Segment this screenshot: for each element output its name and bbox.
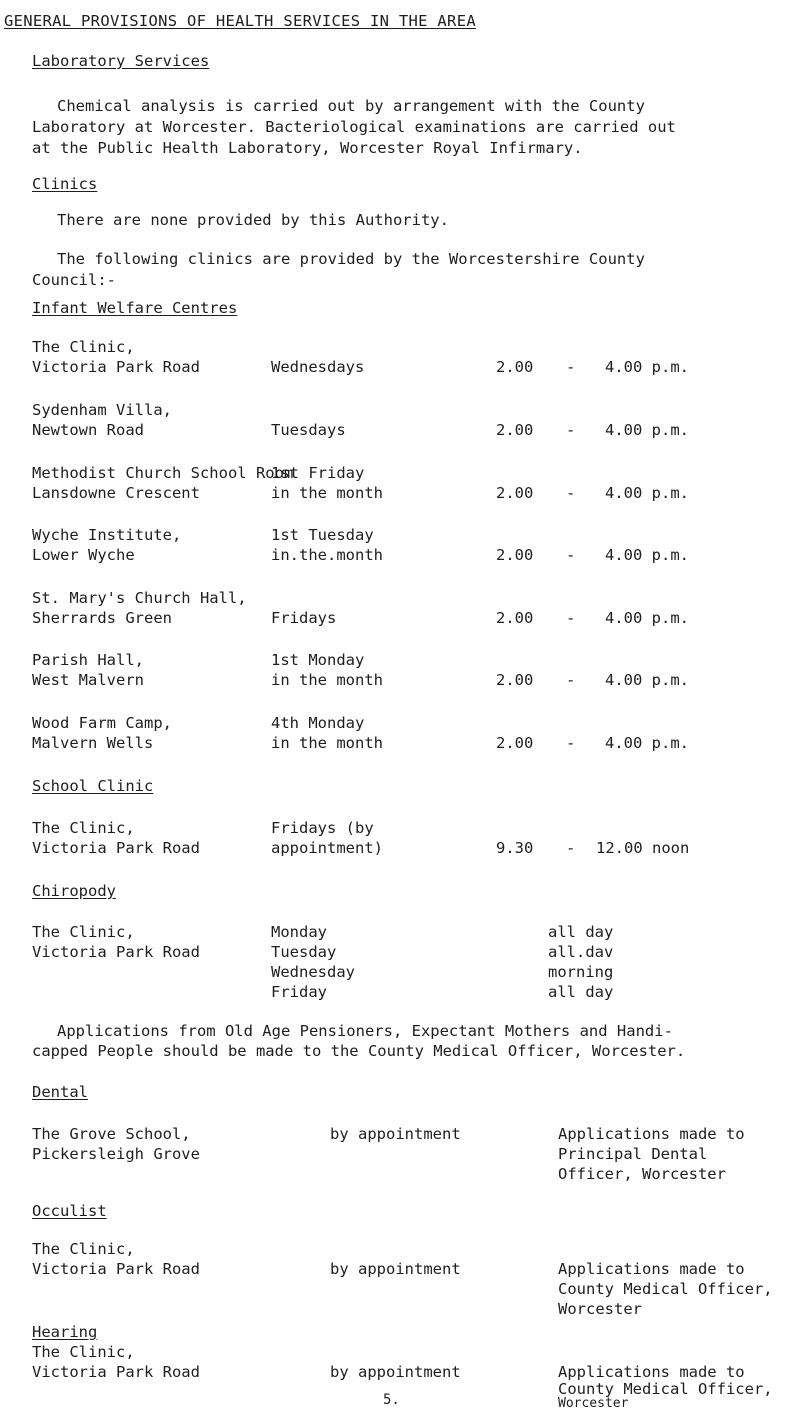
hearing-apply-line-1: Applications made to	[558, 1363, 745, 1381]
chiropody-place-line-2: Victoria Park Road	[32, 943, 200, 961]
page-number: 5.	[383, 1392, 400, 1408]
row-day-line-1: 1st Tuesday	[271, 526, 374, 544]
clinics-intro-line-1: The following clinics are provided by the Worcestershire County	[57, 250, 645, 268]
laboratory-text-line-1: Chemical analysis is carried out by arrangement with the County	[57, 97, 645, 115]
dental-place-line-2: Pickersleigh Grove	[32, 1145, 200, 1163]
clinics-none-text: There are none provided by this Authority.	[57, 211, 449, 229]
row-time-from: 2.00	[496, 609, 534, 627]
row-place-line-2: Lansdowne Crescent	[32, 484, 200, 502]
occulist-place-line-1: The Clinic,	[32, 1240, 135, 1258]
occulist-apply-line-2: County Medical Officer,	[558, 1280, 773, 1298]
row-day-line-2: in the month	[271, 671, 383, 689]
row-time-from: 2.00	[496, 671, 534, 689]
row-time-to: 4.00 p.m.	[605, 609, 689, 627]
chiropody-when: all day	[548, 923, 614, 941]
laboratory-text-line-2: Laboratory at Worcester. Bacteriological examinations are carried out	[32, 118, 676, 136]
row-time-from: 2.00	[496, 358, 534, 376]
row-place-line-1: Wood Farm Camp,	[32, 714, 172, 732]
row-time-to: 4.00 p.m.	[605, 484, 689, 502]
school-clinic-time-dash: -	[566, 839, 576, 857]
row-place-line-2: Lower Wyche	[32, 546, 135, 564]
row-place-line-2: Sherrards Green	[32, 609, 172, 627]
page-heading: GENERAL PROVISIONS OF HEALTH SERVICES IN THE AREA	[4, 12, 476, 30]
hearing-title: Hearing	[32, 1323, 98, 1341]
row-day-line-2: in the month	[271, 734, 383, 752]
occulist-place-line-2: Victoria Park Road	[32, 1260, 200, 1278]
hearing-place-line-2: Victoria Park Road	[32, 1363, 200, 1381]
row-day-line-1: 1st Monday	[271, 651, 365, 669]
dental-apply-line-2: Principal Dental	[558, 1145, 708, 1163]
hearing-apply-line-2: County Medical Officer,	[558, 1380, 773, 1398]
infant-welfare-title: Infant Welfare Centres	[32, 299, 238, 317]
row-time-to: 4.00 p.m.	[605, 546, 689, 564]
row-day-line-2: Wednesdays	[271, 358, 365, 376]
chiropody-day: Tuesday	[271, 943, 337, 961]
hearing-place-line-1: The Clinic,	[32, 1343, 135, 1361]
hearing-apply-line-3: Worcester	[558, 1396, 629, 1411]
clinics-title: Clinics	[32, 175, 98, 193]
hearing-arrangement: by appointment	[330, 1363, 461, 1381]
occulist-arrangement: by appointment	[330, 1260, 461, 1278]
chiropody-day: Friday	[271, 983, 327, 1001]
row-place-line-1: Wyche Institute,	[32, 526, 182, 544]
chiropody-when: morning	[548, 963, 614, 981]
dental-place-line-1: The Grove School,	[32, 1125, 191, 1143]
row-day-line-2: Fridays	[271, 609, 337, 627]
row-time-from: 2.00	[496, 546, 534, 564]
clinics-intro-line-2: Council:-	[32, 271, 116, 289]
row-day-line-2: in the month	[271, 484, 383, 502]
row-time-from: 2.00	[496, 484, 534, 502]
chiropody-day: Monday	[271, 923, 327, 941]
row-place-line-2: Victoria Park Road	[32, 358, 200, 376]
chiropody-applications-line-2: capped People should be made to the County Medical Officer, Worcester.	[32, 1042, 686, 1060]
row-time-dash: -	[566, 609, 576, 627]
chiropody-day: Wednesday	[271, 963, 355, 981]
row-place-line-1: Sydenham Villa,	[32, 401, 172, 419]
occulist-title: Occulist	[32, 1202, 107, 1220]
row-day-line-2: Tuesdays	[271, 421, 346, 439]
row-day-line-1: 1st Friday	[271, 464, 365, 482]
row-day-line-1: 4th Monday	[271, 714, 365, 732]
dental-arrangement: by appointment	[330, 1125, 461, 1143]
row-place-line-2: West Malvern	[32, 671, 144, 689]
dental-apply-line-3: Officer, Worcester	[558, 1165, 726, 1183]
school-clinic-time-to: 12.00 noon	[596, 839, 690, 857]
row-day-line-2: in.the.month	[271, 546, 383, 564]
dental-apply-line-1: Applications made to	[558, 1125, 745, 1143]
row-time-dash: -	[566, 358, 576, 376]
row-time-from: 2.00	[496, 734, 534, 752]
row-place-line-1: St. Mary's Church Hall,	[32, 589, 247, 607]
row-place-line-1: Parish Hall,	[32, 651, 144, 669]
row-time-from: 2.00	[496, 421, 534, 439]
row-place-line-1: Methodist Church School Room	[32, 464, 294, 482]
dental-title: Dental	[32, 1083, 88, 1101]
school-clinic-place-line-1: The Clinic,	[32, 819, 135, 837]
occulist-apply-line-3: Worcester	[558, 1300, 642, 1318]
row-time-to: 4.00 p.m.	[605, 421, 689, 439]
row-time-to: 4.00 p.m.	[605, 358, 689, 376]
row-place-line-2: Newtown Road	[32, 421, 144, 439]
chiropody-title: Chiropody	[32, 882, 116, 900]
school-clinic-day-line-1: Fridays (by	[271, 819, 374, 837]
row-time-dash: -	[566, 421, 576, 439]
row-time-to: 4.00 p.m.	[605, 671, 689, 689]
row-time-dash: -	[566, 671, 576, 689]
chiropody-when: all day	[548, 983, 614, 1001]
school-clinic-day-line-2: appointment)	[271, 839, 383, 857]
row-time-dash: -	[566, 484, 576, 502]
school-clinic-title: School Clinic	[32, 777, 154, 795]
row-place-line-2: Malvern Wells	[32, 734, 154, 752]
laboratory-services-title: Laboratory Services	[32, 52, 210, 70]
chiropody-applications-line-1: Applications from Old Age Pensioners, Expectant Mothers and Handi-	[57, 1022, 673, 1040]
row-place-line-1: The Clinic,	[32, 338, 135, 356]
chiropody-place-line-1: The Clinic,	[32, 923, 135, 941]
occulist-apply-line-1: Applications made to	[558, 1260, 745, 1278]
school-clinic-time-from: 9.30	[496, 839, 534, 857]
row-time-dash: -	[566, 734, 576, 752]
chiropody-when: all.dav	[548, 943, 614, 961]
laboratory-text-line-3: at the Public Health Laboratory, Worcester Royal Infirmary.	[32, 139, 583, 157]
school-clinic-place-line-2: Victoria Park Road	[32, 839, 200, 857]
row-time-dash: -	[566, 546, 576, 564]
row-time-to: 4.00 p.m.	[605, 734, 689, 752]
